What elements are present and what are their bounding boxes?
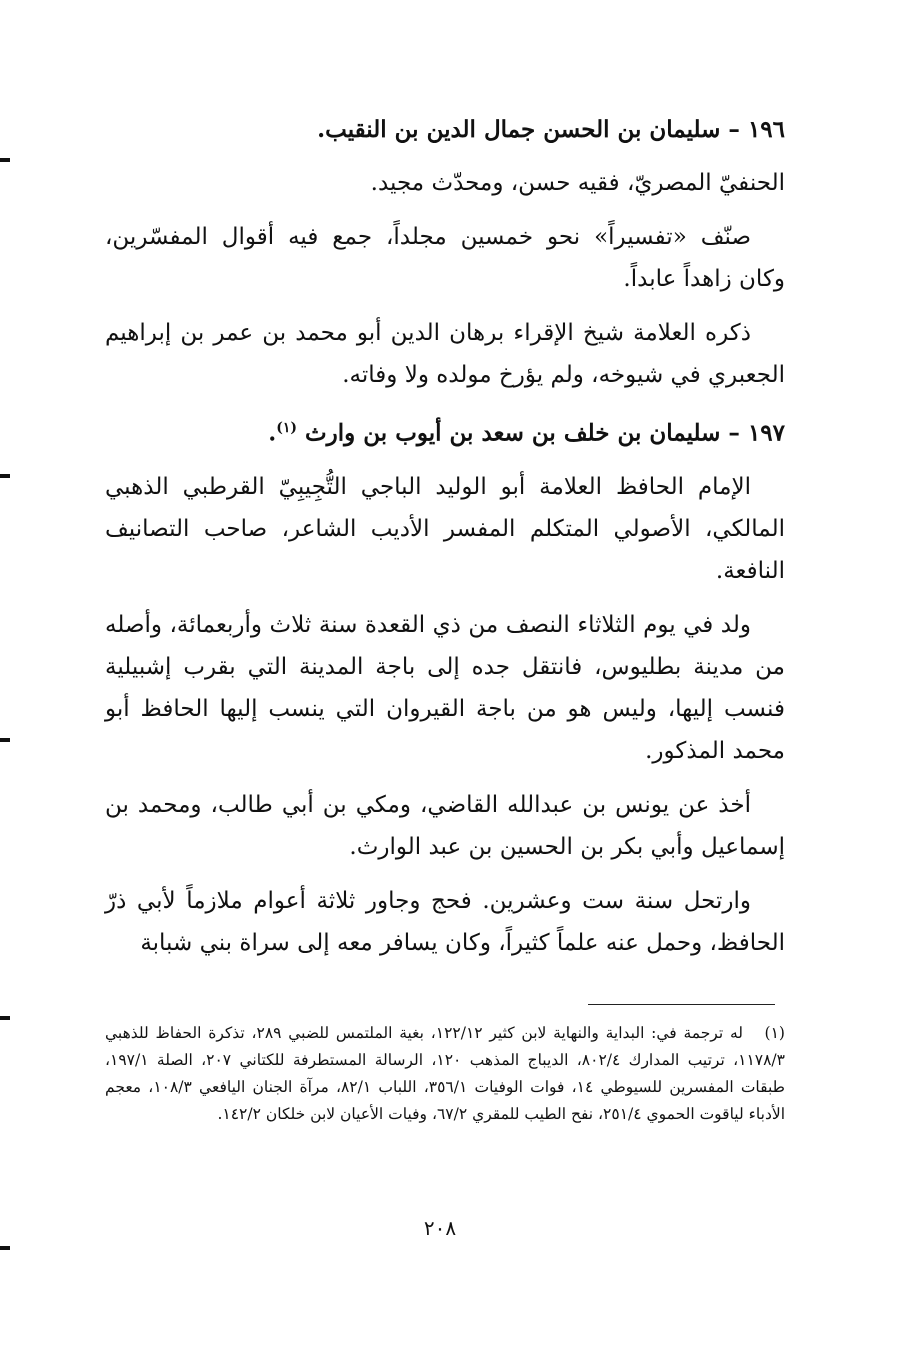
main-text [105,110,785,976]
paragraph: ولد في يوم الثلاثاء النصف من ذي القعدة سنة ثلاث وأربعمائة، وأصله من مدينة بطليوس، فانتقل جده إلى باجة المدينة التي بقرب إشبيلية فنسب إليها، وليس هو من باجة القيروان التي ينسب إليها الحافظ أبو محمد المذكور. [105,611,785,764]
entry-heading [105,408,785,454]
footnote-marker: (١) [764,1024,785,1042]
paragraph: أخذ عن يونس بن عبدالله القاضي، ومكي بن أبي طالب، ومحمد بن إسماعيل وأبي بكر بن الحسين بن عبد الوارث. [105,791,785,860]
paragraph: وارتحل سنة ست وعشرين. فحج وجاور ثلاثة أعوام ملازماً لأبي ذرّ الحافظ، وحمل عنه علماً كثيراً، وكان يسافر معه إلى سراة بني شبابة [105,887,785,956]
margin-mark [0,474,10,478]
margin-mark [0,1246,10,1250]
margin-mark [0,738,10,742]
footnote-separator [588,1004,775,1005]
paragraph: الحنفيّ المصريّ، فقيه حسن، ومحدّث مجيد. [370,170,785,196]
entry-heading-end: . [268,419,277,447]
entry-heading: ١٩٦ – سليمان بن الحسن جمال الدين بن النقيب. [317,116,785,143]
entry-heading-text: ١٩٧ – سليمان بن خلف بن سعد بن أيوب بن وارث [305,419,785,447]
paragraph: ذكره العلامة شيخ الإقراء برهان الدين أبو محمد بن عمر بن إبراهيم الجعبري في شيوخه، ولم يؤرخ مولده ولا وفاته. [105,320,785,388]
margin-mark [0,158,10,162]
footnotes [105,1020,785,1128]
footnote-reference[interactable]: (١) [276,420,298,436]
margin-mark [0,1016,10,1020]
paragraph: صنّف «تفسيراً» نحو خمسين مجلداً، جمع فيه أقوال المفسّرين، وكان زاهداً عابداً. [105,224,785,292]
footnote-text: له ترجمة في: البداية والنهاية لابن كثير ١٢٢/١٢، بغية الملتمس للضبي ٢٨٩، تذكرة الحفاظ للذهبي ١١٧٨/٣، ترتيب المدارك ٨٠٢/٤، الديباج المذهب ١٢٠، الرسالة المستطرفة للكتاني ٢٠٧، الصلة ١٩٧/١، طبقات المفسرين للسيوطي ١٤، فوات الوفيات ٣٥٦/١، اللباب ٨٢/١، مرآة الجنان اليافعي ١٠٨/٣، معجم الأدباء لياقوت الحموي ٢٥١/٤، نفح الطيب للمقري ٦٧/٢، وفيات الأعيان لابن خلكان ١٤٢/٢. [105,1024,786,1123]
paragraph: الإمام الحافظ العلامة أبو الوليد الباجي التُّجِيبِيّ القرطبي الذهبي المالكي، الأصولي المتكلم المفسر الأديب الشاعر، صاحب التصانيف النافعة. [105,473,785,584]
page-number: ٢٠٨ [423,1216,457,1240]
